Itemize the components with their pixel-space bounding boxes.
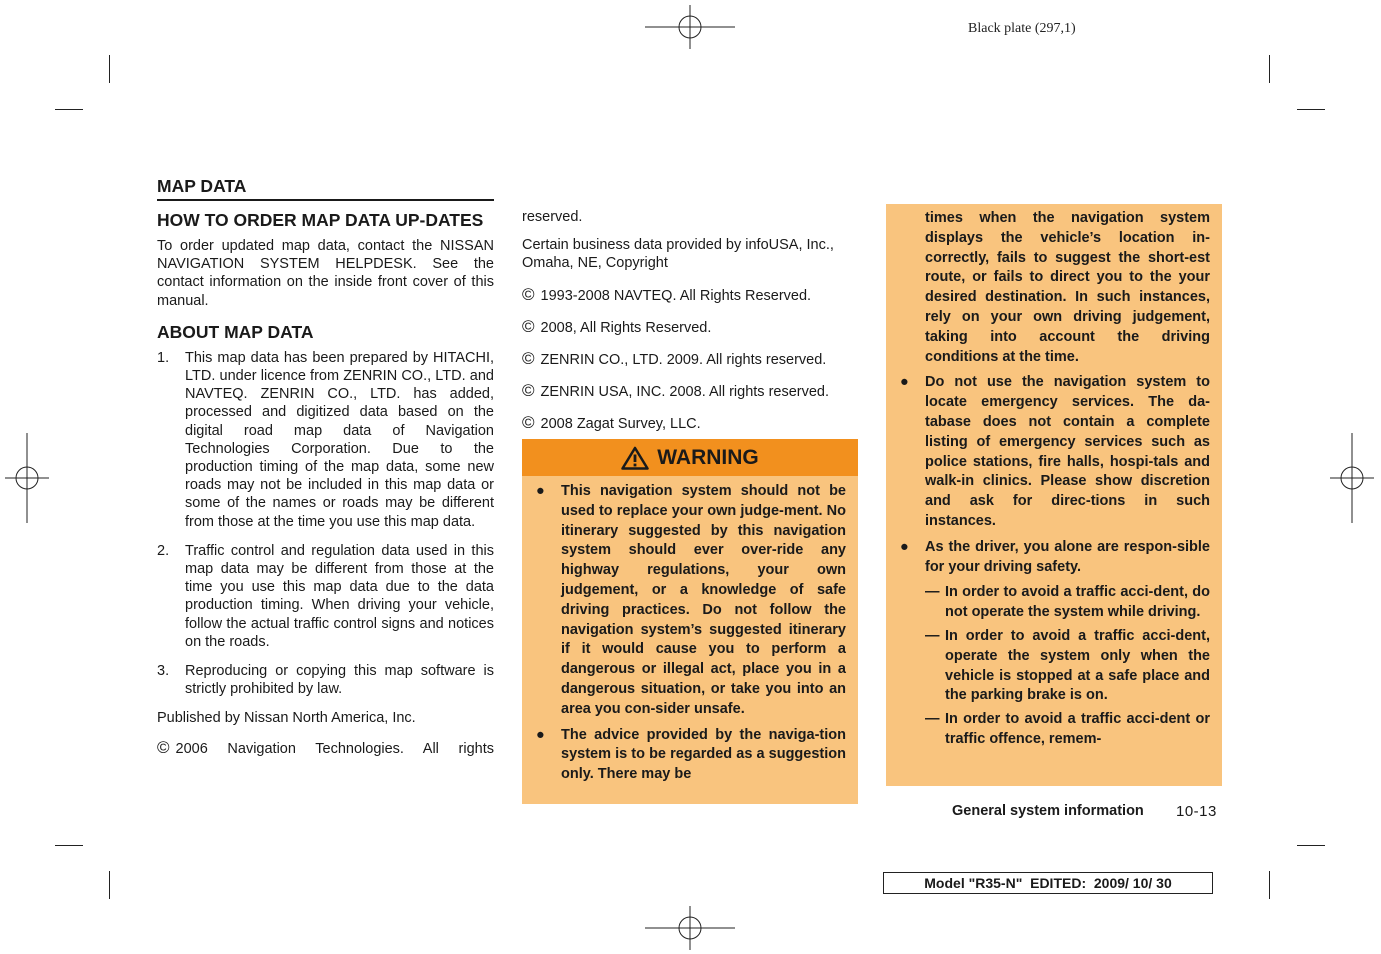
warning-item: ● This navigation system should not be used to replace your own judge-ment. No itinerary suggested by this navigation system should ever over-ride any highway regulations, your own judgement, or a knowledge of safe driving practices. Do not follow the navigation system’s suggested itinerary if it would cause you to perform a dangerous or illegal act, place you in a dangerous situation, or take you into an area you con-sider unsafe.: [536, 483, 846, 717]
continued-text: times when the navigation system displays the vehicle’s location in-correctly, fails to suggest the short-est route, or fails to direct you to the your desired destination. In such instances, rely on your own driving judgement, taking into account the driving conditions at the time.: [925, 210, 1210, 365]
page-number: 10-13: [1176, 803, 1217, 820]
copyright-line: © 1993-2008 NAVTEQ. All Rights Reserved.: [522, 284, 812, 304]
warning-box-continued: [886, 204, 1222, 786]
copyright-line: © ZENRIN CO., LTD. 2009. All rights reserved.: [522, 349, 827, 369]
plate-label: Black plate (297,1): [968, 21, 1076, 36]
business-data-text: Certain business data provided by infoUSA, Inc., Omaha, NE, Copyright: [522, 237, 834, 272]
crop-mark: [1297, 845, 1325, 846]
footer-section-name: General system information: [952, 803, 1144, 819]
warning-item: ● As the driver, you alone are respon-sible for your driving safety.: [900, 538, 1210, 575]
copyright-line: © 2008 Zagat Survey, LLC.: [522, 413, 701, 433]
crop-mark: [1269, 871, 1270, 899]
copyright-icon: ©: [522, 316, 535, 336]
warning-box: [522, 439, 858, 804]
copyright-line: © 2006 Navigation Technologies. All rights: [157, 737, 494, 757]
paragraph-order: To order updated map data, contact the NISSAN NAVIGATION SYSTEM HELPDESK. See the contact information on the inside front cover of this manual.: [157, 238, 494, 309]
copyright-line: © ZENRIN USA, INC. 2008. All rights reserved.: [522, 381, 830, 401]
crop-mark: [1297, 109, 1325, 110]
heading-order-map-data: HOW TO ORDER MAP DATA UP-DATES: [157, 210, 484, 230]
warning-subitem: — In order to avoid a traffic acci-dent or traffic offence, remem-: [925, 711, 1210, 747]
warning-subitem: — In order to avoid a traffic acci-dent, operate the system only when the vehicle is stopped at a safe place and the parking brake is on.: [925, 627, 1210, 704]
list-item: 3. Reproducing or copying this map software is strictly prohibited by law.: [157, 663, 494, 698]
crop-mark: [109, 55, 110, 83]
warning-subitem: — In order to avoid a traffic acci-dent, do not operate the system while driving.: [925, 584, 1210, 621]
registration-mark-icon: [1330, 433, 1374, 523]
column-left: [157, 176, 494, 758]
warning-title: WARNING: [657, 445, 759, 469]
model-edited-box: Model "R35-N" EDITED: 2009/ 10/ 30: [883, 872, 1213, 894]
about-list: [157, 349, 494, 699]
registration-mark-icon: [645, 906, 735, 950]
crop-mark: [1269, 55, 1270, 83]
copyright-icon: ©: [522, 349, 535, 369]
heading-about-map-data: ABOUT MAP DATA: [157, 321, 314, 342]
list-item: 2. Traffic control and regulation data used in this map data may be different from those at the time you use this map data due to the data production timing. When driving your vehicle, follow the actual traffic control signs and notices on the roads.: [157, 542, 494, 650]
warning-body: [522, 476, 858, 785]
warning-header: [522, 439, 858, 476]
warning-item: ● Do not use the navigation system to locate emergency services. The da-tabase does not contain a complete listing of emergency services such as police stations, fire halls, hospi-tals and walk-in clinics. Please show discretion and ask for direc-tions in such instances.: [900, 374, 1210, 529]
crop-mark: [55, 845, 83, 846]
section-title: MAP DATA: [157, 176, 494, 201]
copyright-icon: ©: [522, 381, 535, 401]
warning-item: ● The advice provided by the naviga-tion system is to be regarded as a suggestion only. There may be: [536, 726, 846, 783]
copyright-icon: ©: [522, 413, 535, 433]
registration-mark-icon: [5, 433, 49, 523]
column-middle: [522, 208, 859, 447]
copyright-icon: ©: [522, 284, 535, 304]
copyright-icon: ©: [157, 737, 170, 757]
reserved-text: reserved.: [522, 209, 583, 225]
crop-mark: [55, 109, 83, 110]
copyright-line: © 2008, All Rights Reserved.: [522, 316, 712, 336]
registration-mark-icon: [645, 5, 735, 49]
list-item: 1. This map data has been prepared by HITACHI, LTD. under licence from ZENRIN CO., LTD. and NAVTEQ. ZENRIN CO., LTD. has added, processed and digitized data based on the digital road map data of Navigation Technologies Corporation. Due to the production timing of the map data, some new roads may not be included in this map data or some of the names or roads may be different from those at the time you use this map data.: [157, 349, 494, 530]
published-by: Published by Nissan North America, Inc.: [157, 710, 416, 727]
crop-mark: [109, 871, 110, 899]
warning-body-continued: [886, 204, 1222, 750]
warning-triangle-icon: [621, 446, 649, 470]
